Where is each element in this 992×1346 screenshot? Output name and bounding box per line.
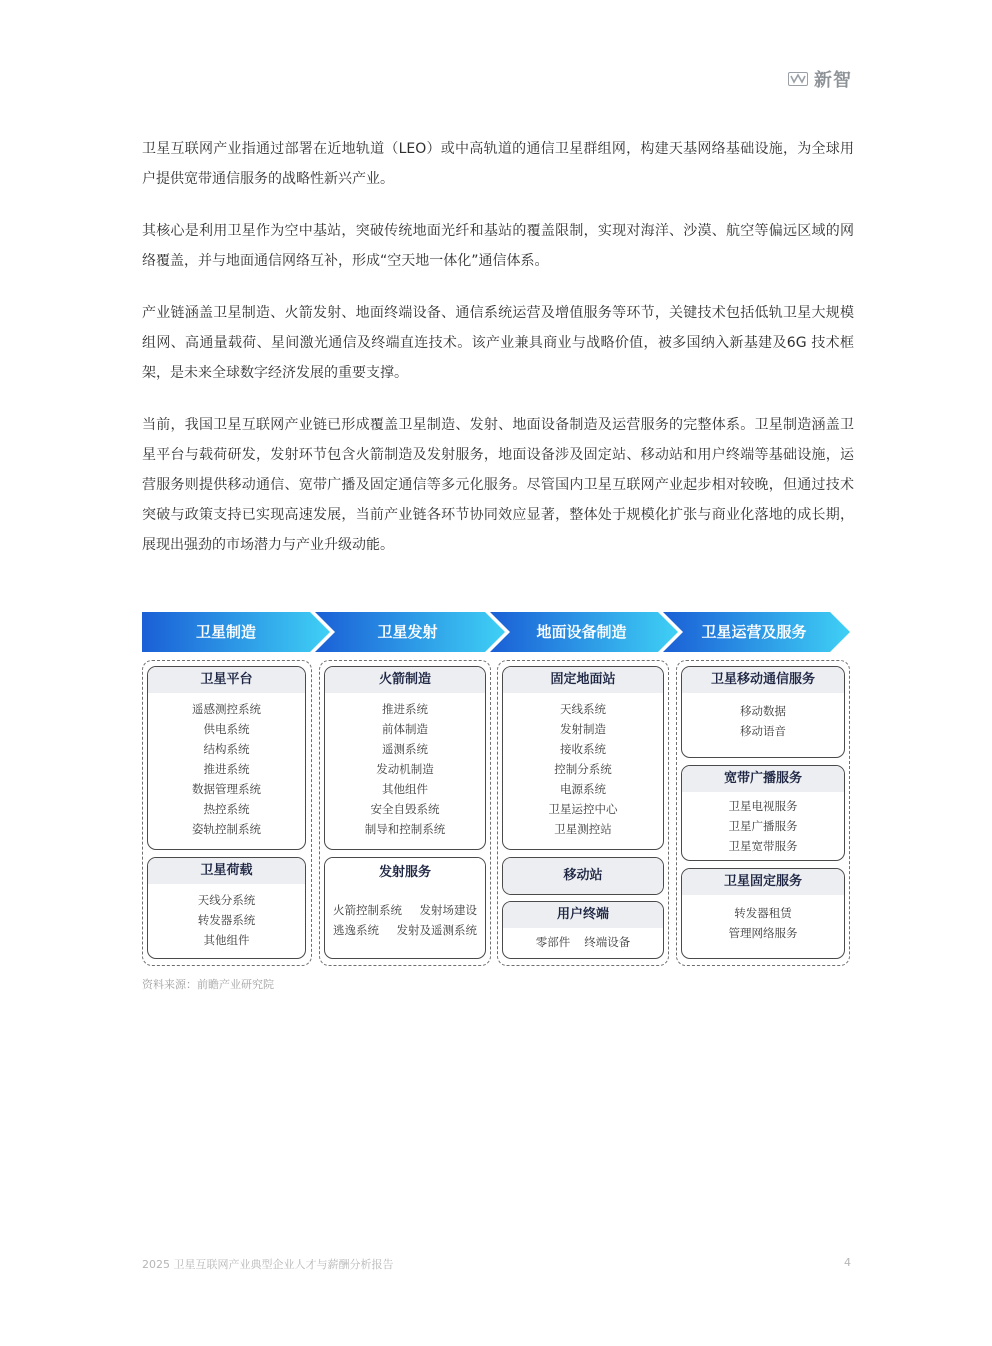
list-item: 前体制造 [382,722,428,736]
list-item: 其他组件 [203,933,250,947]
card-fixed-ground-station [502,666,664,850]
card-satellite-platform [147,666,306,850]
column-operations-services [676,660,850,966]
list-item: 结构系统 [203,742,250,756]
list-item: 零部件 [535,935,571,949]
list-row [503,932,663,952]
industry-chain-diagram [140,612,854,968]
paragraph-3: 产业链涵盖卫星制造、火箭发射、地面终端设备、通信系统运营及增值服务等环节，关键技术包括低轨卫星大规模组网、高通量载荷、星间激光通信及终端直连技术。该产业兼具商业与战略价值，被多国纳入新基建及6G 技术框架，是未来全球数字经济发展的重要支撑。 [142,305,854,381]
card-user-terminal [502,901,664,959]
brand-name: 新智 [814,70,852,91]
list-item: 移动数据 [740,704,786,718]
card-title: 发射服务 [325,858,485,888]
list-item: 转发器租赁 [734,906,792,920]
list-item: 发射及遥测系统 [396,923,477,937]
list-item: 转发器系统 [197,913,256,927]
list-item: 其他组件 [382,782,428,796]
list-item: 卫星测控站 [554,822,612,836]
footer-report-title: 2025 卫星互联网产业典型企业人才与薪酬分析报告 [142,1258,394,1271]
list-item: 移动语音 [740,724,786,738]
paragraph-1: 卫星互联网产业指通过部署在近地轨道（LEO）或中高轨道的通信卫星群组网，构建天基网络基础设施，为全球用户提供宽带通信服务的战略性新兴产业。 [142,141,854,187]
list-item: 推进系统 [382,702,428,716]
list-item: 发射制造 [560,722,606,736]
paragraph-4: 当前，我国卫星互联网产业链已形成覆盖卫星制造、发射、地面设备制造及运营服务的完整体系。卫星制造涵盖卫星平台与载荷研发，发射环节包含火箭制造及发射服务，地面设备涉及固定站、移动站和用户终端等基础设施，运营服务则提供移动通信、宽带广播及固定通信等多元化服务。尽管国内卫星互联网产业起步相对较晚，但通过技术突破与政策支持已实现高速发展，当前产业链各环节协同效应显著，整体处于规模化扩张与商业化落地的成长期，展现出强劲的市场潜力与产业升级动能。 [142,417,854,553]
list-item: 卫星宽带服务 [728,839,798,853]
page-number: 4 [844,1256,851,1269]
list-item: 卫星电视服务 [728,799,798,813]
card-title: 用户终端 [503,902,663,928]
list-item: 发动机制造 [376,762,434,776]
stage-label-2: 卫星发射 [377,623,438,641]
brand-logo [788,66,852,92]
card-title: 卫星荷载 [148,858,305,884]
list-item: 姿轨控制系统 [192,822,261,836]
card-mobile-station [502,857,664,895]
source-note: 资料来源：前瞻产业研究院 [142,978,274,991]
list-item: 逃逸系统 [333,923,379,937]
list-item: 卫星运控中心 [548,802,618,816]
list-item: 数据管理系统 [192,782,261,796]
list-row [325,900,485,920]
list-item: 火箭控制系统 [333,903,402,917]
stage-label-1: 卫星制造 [195,623,256,641]
card-rocket-manufacturing [324,666,486,850]
wave-logo-icon [788,72,808,86]
body-text [142,134,854,582]
list-item: 终端设备 [584,935,631,949]
list-row [325,920,485,940]
list-item: 管理网络服务 [728,926,798,940]
card-mobile-communication-service [681,666,845,758]
card-title: 移动站 [503,858,663,894]
list-item: 天线分系统 [197,893,256,907]
list-item: 热控系统 [203,802,250,816]
card-title: 宽带广播服务 [682,766,844,792]
card-satellite-payload [147,857,306,959]
card-title: 卫星平台 [148,667,305,693]
stage-label-3: 地面设备制造 [536,623,627,641]
list-item: 卫星广播服务 [728,819,798,833]
list-item: 安全自毁系统 [370,802,440,816]
card-title: 卫星移动通信服务 [682,667,844,693]
card-launch-services [324,857,486,959]
card-fixed-satellite-service [681,868,845,959]
column-satellite-manufacturing [142,660,312,966]
column-ground-equipment [497,660,669,966]
list-item: 发射场建设 [419,903,477,917]
list-item: 遥感测控系统 [192,702,261,716]
list-item: 制导和控制系统 [364,822,446,836]
list-item: 推进系统 [203,762,250,776]
card-title: 卫星固定服务 [682,869,844,895]
column-satellite-launch [319,660,491,966]
card-title: 火箭制造 [325,667,485,693]
paragraph-2: 其核心是利用卫星作为空中基站，突破传统地面光纤和基站的覆盖限制，实现对海洋、沙漠、航空等偏远区域的网络覆盖，并与地面通信网络互补，形成“空天地一体化”通信体系。 [142,223,854,269]
list-item: 天线系统 [560,702,606,716]
list-item: 接收系统 [560,742,606,756]
card-title: 固定地面站 [503,667,663,693]
list-item: 电源系统 [560,782,606,796]
list-item: 控制分系统 [554,762,612,776]
card-broadband-broadcast-service [681,765,845,861]
list-item: 供电系统 [203,722,250,736]
list-item: 遥测系统 [382,742,428,756]
stage-label-4: 卫星运营及服务 [701,623,807,641]
